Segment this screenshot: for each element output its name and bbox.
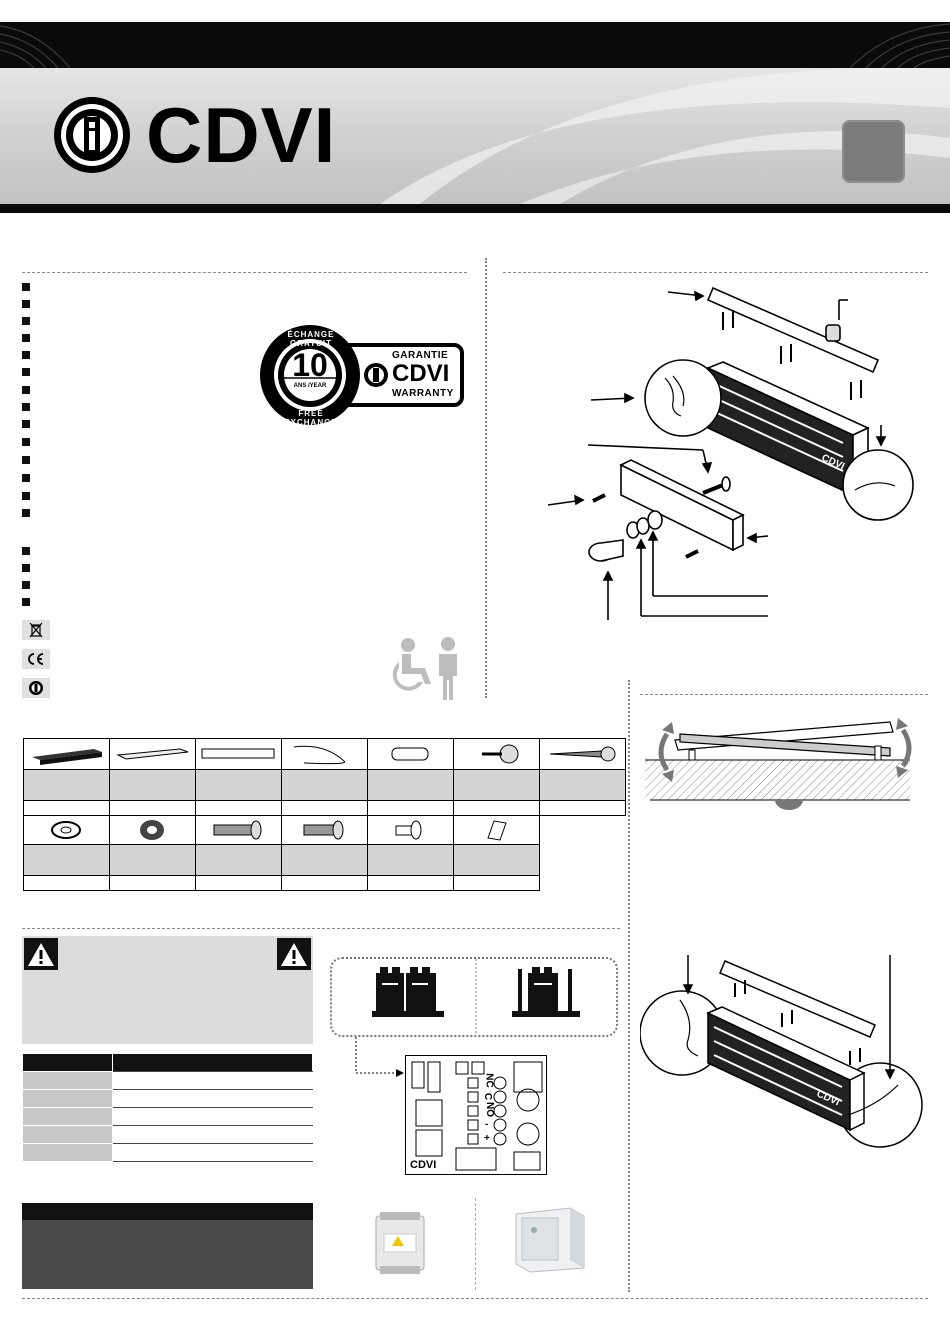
list-bullet [22, 547, 30, 555]
cdvi-ring-logo [50, 93, 134, 177]
section-divider [22, 928, 620, 929]
warning-box [22, 936, 313, 1044]
power-supply-box-photo [510, 1204, 590, 1274]
alignment-diagram-drawing [645, 712, 925, 812]
terminal-plus: + [484, 1133, 490, 1144]
warranty-badge [258, 323, 466, 427]
list-bullet [22, 456, 30, 464]
brand-name: CDVI [146, 91, 337, 179]
list-bullet [22, 351, 30, 359]
warranty-years-number: 10 [292, 347, 328, 383]
list-bullet [22, 598, 30, 606]
list-bullet [22, 509, 30, 517]
part-armature-image [196, 739, 282, 770]
warning-icon [24, 938, 58, 970]
part-rubber-washer-image [110, 816, 196, 845]
column-divider [628, 680, 630, 1292]
wiring-diagram [640, 955, 930, 1155]
part-mounting-plate-image [110, 739, 196, 770]
part-bolt-image [196, 816, 282, 845]
list-bullet [22, 403, 30, 411]
list-bullet [22, 334, 30, 342]
language-badge [842, 120, 905, 183]
warranty-warranty-label: WARRANTY [392, 388, 454, 399]
list-bullet [22, 283, 30, 291]
spec-table [22, 1053, 313, 1162]
controller-board [405, 1055, 547, 1175]
board-brand: CDVI [410, 1159, 437, 1171]
list-bullet [22, 564, 30, 572]
note-panel [22, 1220, 313, 1289]
column-divider [485, 258, 487, 698]
list-bullet [22, 581, 30, 589]
part-template-image [454, 816, 540, 845]
section-divider [22, 272, 467, 273]
parts-table [23, 738, 626, 891]
recycle-bin-crossed-icon [22, 620, 50, 640]
list-bullet [22, 474, 30, 482]
terminal-c: C [482, 1092, 494, 1101]
supply-divider [475, 1198, 476, 1290]
section-divider [640, 694, 928, 695]
list-bullet [22, 420, 30, 428]
part-cable-image [282, 739, 368, 770]
header-top-bar [0, 22, 950, 68]
jumper-settings-drawing [332, 959, 616, 1035]
warranty-brand: CDVI [392, 360, 450, 387]
accessibility-icon [388, 636, 466, 700]
wiring-diagram-drawing [640, 955, 930, 1155]
power-supply-din-photo [372, 1212, 428, 1274]
part-screw-head-image [454, 739, 540, 770]
header-swirl-decoration [0, 22, 950, 68]
alignment-diagram [645, 712, 925, 812]
brand-logo [50, 93, 380, 177]
jumper-callout-arrow [350, 1037, 410, 1077]
list-bullet [22, 368, 30, 376]
list-bullet [22, 492, 30, 500]
warranty-arc-top: ÉCHANGE GRATUIT [287, 330, 335, 348]
jumper-settings-box [330, 957, 618, 1037]
warning-icon [277, 938, 311, 970]
part-washer-image [24, 816, 110, 845]
part-long-screw-image [540, 739, 626, 770]
terminal-minus: - [485, 1119, 489, 1130]
warranty-garantie-label: GARANTIE [392, 350, 449, 361]
header-bottom-bar [0, 204, 950, 213]
terminal-nc: NC [483, 1073, 495, 1088]
note-panel-header [22, 1203, 313, 1220]
ce-mark-icon [22, 649, 50, 669]
footer-divider [22, 1298, 928, 1299]
list-bullet [22, 317, 30, 325]
part-sleeve-image [368, 739, 454, 770]
magnet-label: CDVI [819, 452, 847, 473]
cdvi-mark-icon [22, 678, 50, 698]
warranty-years-label: ANS /YEAR [293, 383, 327, 389]
list-bullet [22, 300, 30, 308]
warranty-arc-bottom: FREE EXCHANGE [284, 409, 338, 427]
list-bullet [22, 438, 30, 446]
list-bullet [22, 386, 30, 394]
controller-board-drawing [406, 1056, 546, 1174]
part-pin-image [368, 816, 454, 845]
wiring-magnet-label: CDVI [814, 1088, 842, 1109]
assembly-diagram-drawing [503, 280, 933, 620]
terminal-no: NO [484, 1102, 495, 1117]
part-magnet-image [24, 739, 110, 770]
assembly-diagram [503, 280, 933, 620]
section-divider [503, 272, 928, 273]
part-short-bolt-image [282, 816, 368, 845]
